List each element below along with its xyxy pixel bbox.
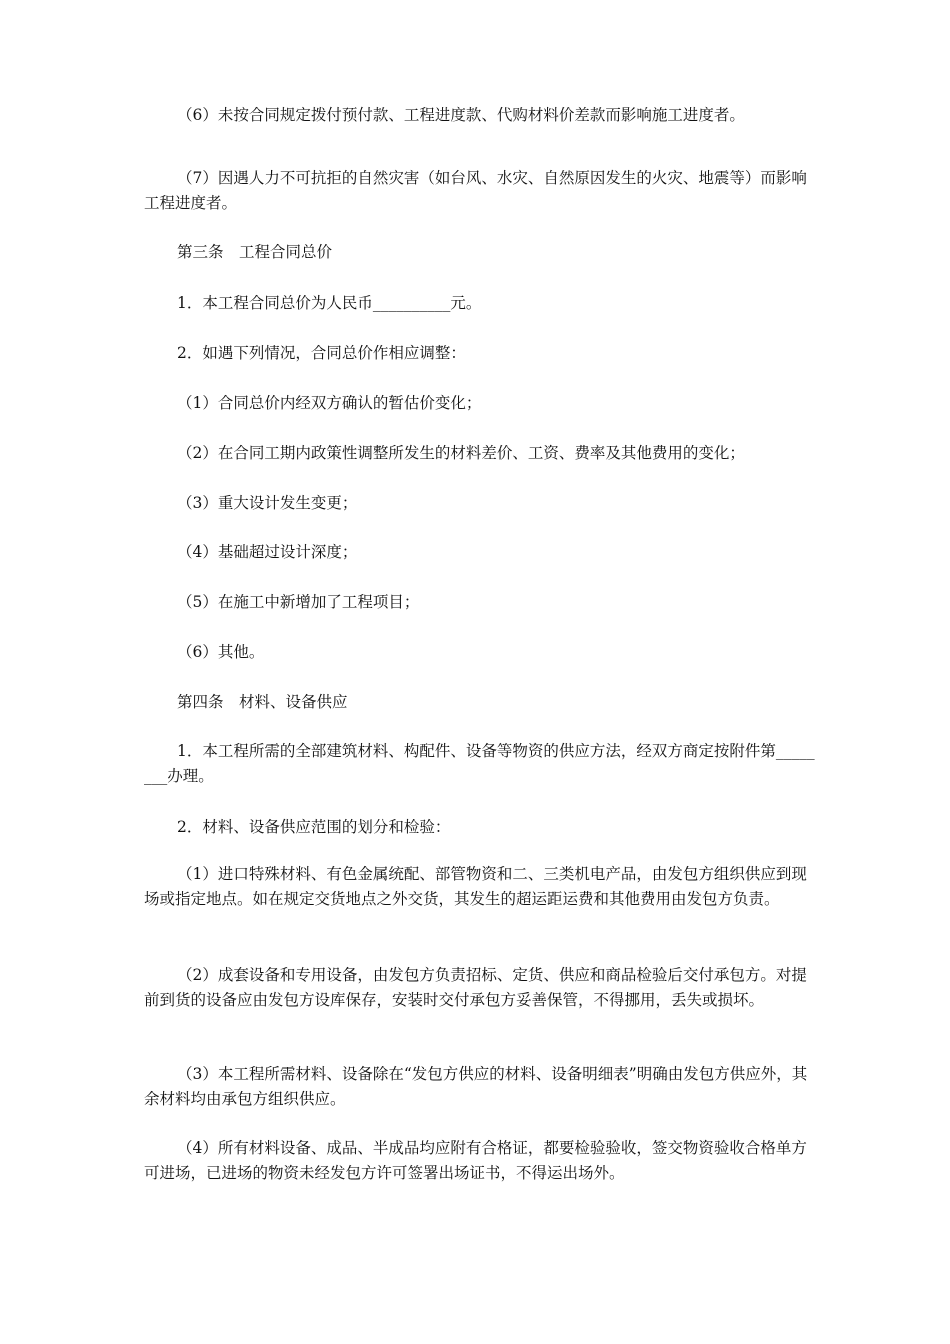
paragraph-price-adjustment: 2．如遇下列情况，合同总价作相应调整：: [177, 344, 466, 362]
paragraph-clause-6-delay-payment: （6）未按合同规定拨付预付款、工程进度款、代购材料价差款而影响施工进度者。: [177, 106, 745, 124]
paragraph-supply-scope: 2．材料、设备供应范围的划分和检验：: [177, 818, 451, 836]
list-item-supply-4: （4）所有材料设备、成品、半成品均应附有合格证，都要检验验收，签交物资验收合格单方可进场，已进场的物资未经发包方许可签署出场证书，不得运出场外。: [144, 1139, 807, 1182]
list-item-adjustment-1: （1）合同总价内经双方确认的暂估价变化；: [177, 394, 482, 412]
section-heading-article-4: 第四条 材料、设备供应: [177, 693, 348, 711]
list-item-adjustment-6: （6）其他。: [177, 643, 265, 661]
list-item-adjustment-5: （5）在施工中新增加了工程项目；: [177, 593, 420, 611]
list-item-supply-2: （2）成套设备和专用设备，由发包方负责招标、定货、供应和商品检验后交付承包方。对提前到货的设备应由发包方设库保存，安装时交付承包方妥善保管，不得挪用，丢失或损坏。: [144, 966, 807, 1009]
section-heading-article-3: 第三条 工程合同总价: [177, 243, 333, 261]
list-item-adjustment-3: （3）重大设计发生变更；: [177, 494, 358, 512]
list-item-adjustment-2: （2）在合同工期内政策性调整所发生的材料差价、工资、费率及其他费用的变化；: [177, 444, 745, 462]
list-item-supply-3: （3）本工程所需材料、设备除在“发包方供应的材料、设备明细表”明确由发包方供应外，其余材料均由承包方组织供应。: [144, 1065, 808, 1108]
list-item-adjustment-4: （4）基础超过设计深度；: [177, 543, 358, 561]
paragraph-supply-method: 1．本工程所需的全部建筑材料、构配件、设备等物资的供应方法，经双方商定按附件第________办理。: [144, 742, 815, 785]
paragraph-total-price: 1．本工程合同总价为人民币__________元。: [177, 294, 482, 312]
list-item-supply-1: （1）进口特殊材料、有色金属统配、部管物资和二、三类机电产品，由发包方组织供应到现场或指定地点。如在规定交货地点之外交货，其发生的超运距运费和其他费用由发包方负责。: [144, 865, 807, 908]
paragraph-clause-7-force-majeure: （7）因遇人力不可抗拒的自然灾害（如台风、水灾、自然原因发生的火灾、地震等）而影响工程进度者。: [144, 169, 807, 212]
